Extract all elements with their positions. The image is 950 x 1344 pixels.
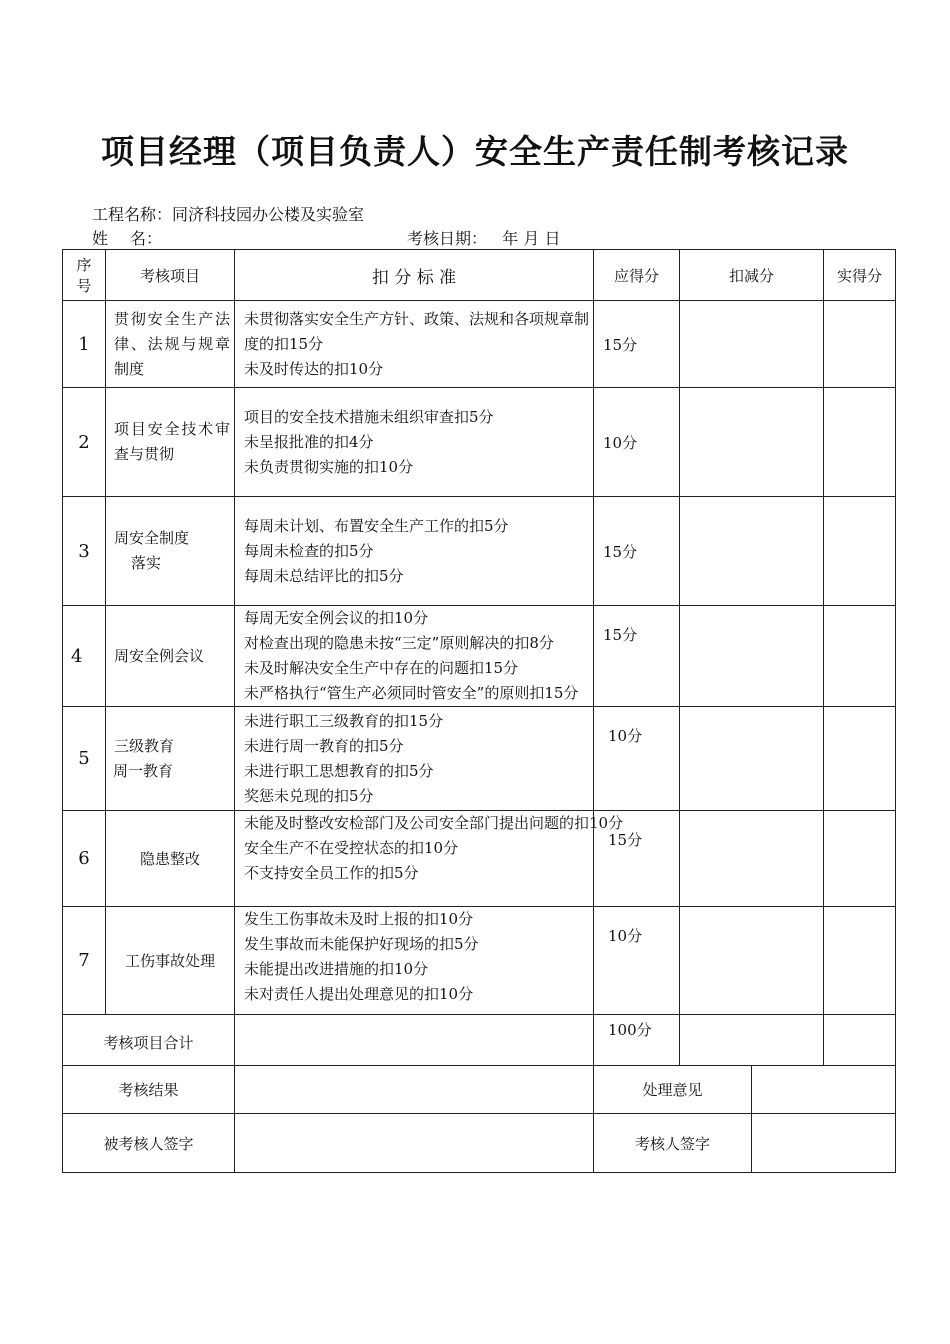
criteria-line: 未进行职工思想教育的扣5分 bbox=[244, 761, 434, 780]
row-actual-score[interactable] bbox=[824, 707, 896, 811]
result-row bbox=[63, 1066, 896, 1114]
criteria-line: 未严格执行“管生产必须同时管安全”的原则扣15分 bbox=[244, 684, 579, 702]
exam-date-value[interactable]: 年 月 日 bbox=[502, 229, 561, 248]
row-actual-score[interactable] bbox=[824, 497, 896, 606]
row-max-score: 10分 bbox=[594, 907, 680, 1015]
row-actual-score[interactable] bbox=[824, 606, 896, 707]
row-max-score: 10分 bbox=[594, 388, 680, 497]
criteria-line: 未能提出改进措施的扣10分 bbox=[244, 960, 429, 978]
row-item: 项目安全技术审查与贯彻 bbox=[106, 388, 235, 497]
signature-row bbox=[63, 1114, 896, 1173]
table-row bbox=[63, 907, 896, 1015]
result-value[interactable] bbox=[235, 1066, 594, 1114]
table-row bbox=[63, 811, 896, 907]
page-title: 项目经理（项目负责人）安全生产责任制考核记录 bbox=[101, 132, 849, 171]
criteria-line: 未进行周一教育的扣5分 bbox=[244, 736, 404, 755]
name-line bbox=[92, 226, 162, 249]
row-item: 周安全例会议 bbox=[106, 606, 235, 707]
criteria-line: 安全生产不在受控状态的扣10分 bbox=[244, 839, 459, 857]
assessment-table bbox=[62, 249, 896, 1173]
total-label: 考核项目合计 bbox=[63, 1015, 235, 1066]
row-actual-score[interactable] bbox=[824, 907, 896, 1015]
criteria-line: 发生工伤事故未及时上报的扣10分 bbox=[244, 910, 474, 928]
criteria-line: 每周未检查的扣5分 bbox=[244, 541, 374, 560]
project-name-label: 工程名称： bbox=[92, 205, 173, 224]
project-name-line bbox=[92, 202, 364, 225]
criteria-line: 发生事故而未能保护好现场的扣5分 bbox=[244, 935, 479, 953]
table-row bbox=[63, 606, 896, 707]
header-max-score: 应得分 bbox=[594, 250, 680, 301]
criteria-line: 不支持安全员工作的扣5分 bbox=[244, 864, 419, 882]
exam-date-label: 考核日期： bbox=[407, 229, 488, 248]
row-criteria bbox=[235, 606, 594, 707]
row-actual-score[interactable] bbox=[824, 301, 896, 388]
row-criteria bbox=[235, 811, 624, 907]
row-seq: 5 bbox=[63, 707, 106, 811]
examiner-sign-label-cell bbox=[594, 1114, 752, 1173]
row-max-score: 15分 bbox=[594, 811, 680, 907]
opinion-label-cell bbox=[594, 1066, 752, 1114]
criteria-line: 每周未总结评比的扣5分 bbox=[244, 566, 404, 585]
project-name-value[interactable]: 同济科技园办公楼及实验室 bbox=[172, 205, 365, 224]
exam-date-line bbox=[407, 226, 560, 249]
criteria-line: 未能及时整改安检部门及公司安全部门提出问题的扣10分 bbox=[244, 814, 624, 832]
criteria-line: 未贯彻落实安全生产方针、政策、法规和各项规章制度的扣15分 bbox=[244, 309, 590, 353]
total-max-score: 100分 bbox=[594, 1015, 680, 1066]
row-max-score: 15分 bbox=[594, 497, 680, 606]
criteria-line: 未对责任人提出处理意见的扣10分 bbox=[244, 985, 474, 1003]
table-row bbox=[63, 388, 896, 497]
examiner-sign-value[interactable] bbox=[752, 1114, 896, 1173]
result-label: 考核结果 bbox=[63, 1066, 235, 1114]
row-criteria bbox=[235, 388, 594, 497]
criteria-line: 未呈报批准的扣4分 bbox=[244, 432, 374, 451]
row-seq: 6 bbox=[63, 811, 106, 907]
row-actual-score[interactable] bbox=[824, 388, 896, 497]
row-item: 周安全制度 落实 bbox=[106, 497, 235, 606]
row-deduct-score[interactable] bbox=[680, 497, 824, 606]
header-item: 考核项目 bbox=[106, 250, 235, 301]
criteria-line: 每周未计划、布置安全生产工作的扣5分 bbox=[244, 516, 509, 535]
row-seq: 4 bbox=[63, 606, 106, 707]
row-criteria bbox=[235, 707, 594, 811]
row-seq: 7 bbox=[63, 907, 106, 1015]
row-item: 贯彻安全生产法律、法规与规章制度 bbox=[106, 301, 235, 388]
opinion-label: 处理意见 bbox=[642, 1081, 703, 1099]
name-label-part2: 名： bbox=[130, 229, 163, 248]
row-deduct-score[interactable] bbox=[680, 707, 824, 811]
row-max-score: 15分 bbox=[594, 606, 680, 707]
row-item: 工伤事故处理 bbox=[106, 907, 235, 1015]
row-criteria bbox=[235, 301, 594, 388]
row-deduct-score[interactable] bbox=[680, 811, 824, 907]
criteria-line: 未及时解决安全生产中存在的问题扣15分 bbox=[244, 659, 519, 677]
table-row bbox=[63, 707, 896, 811]
row-actual-score[interactable] bbox=[824, 811, 896, 907]
opinion-value[interactable] bbox=[752, 1066, 896, 1114]
examiner-sign-label: 考核人签字 bbox=[634, 1134, 710, 1153]
row-item: 三级教育 周一教育 bbox=[106, 707, 235, 811]
total-criteria-cell bbox=[235, 1015, 594, 1066]
row-criteria bbox=[235, 497, 594, 606]
row-deduct-score[interactable] bbox=[680, 907, 824, 1015]
criteria-line: 项目的安全技术措施未组织审查扣5分 bbox=[244, 407, 494, 426]
total-deduct-score[interactable] bbox=[680, 1015, 824, 1066]
criteria-line: 奖惩未兑现的扣5分 bbox=[244, 786, 374, 805]
row-seq: 2 bbox=[63, 388, 106, 497]
criteria-line: 未进行职工三级教育的扣15分 bbox=[244, 711, 444, 730]
total-actual-score[interactable] bbox=[824, 1015, 896, 1066]
criteria-line: 对检查出现的隐患未按“三定”原则解决的扣8分 bbox=[244, 634, 554, 652]
total-row bbox=[63, 1015, 896, 1066]
row-seq: 3 bbox=[63, 497, 106, 606]
row-deduct-score[interactable] bbox=[680, 301, 824, 388]
table-row bbox=[63, 497, 896, 606]
row-deduct-score[interactable] bbox=[680, 606, 824, 707]
header-criteria: 扣 分 标 准 bbox=[235, 250, 594, 301]
criteria-line: 每周无安全例会议的扣10分 bbox=[244, 609, 429, 627]
row-max-score: 10分 bbox=[594, 707, 680, 811]
criteria-line: 未负责贯彻实施的扣10分 bbox=[244, 457, 414, 476]
examinee-sign-label: 被考核人签字 bbox=[63, 1114, 235, 1173]
criteria-line: 未及时传达的扣10分 bbox=[244, 359, 384, 378]
row-item: 隐患整改 bbox=[106, 811, 235, 907]
examinee-sign-value[interactable] bbox=[235, 1114, 594, 1173]
row-max-score: 15分 bbox=[594, 301, 680, 388]
row-criteria bbox=[235, 907, 594, 1015]
header-actual-score: 实得分 bbox=[824, 250, 896, 301]
header-seq: 序 号 bbox=[63, 250, 106, 301]
row-seq: 1 bbox=[63, 301, 106, 388]
table-header-row bbox=[63, 250, 896, 301]
name-label-part1: 姓 bbox=[92, 229, 109, 248]
table-row bbox=[63, 301, 896, 388]
row-deduct-score[interactable] bbox=[680, 388, 824, 497]
header-deduct-score: 扣减分 bbox=[680, 250, 824, 301]
